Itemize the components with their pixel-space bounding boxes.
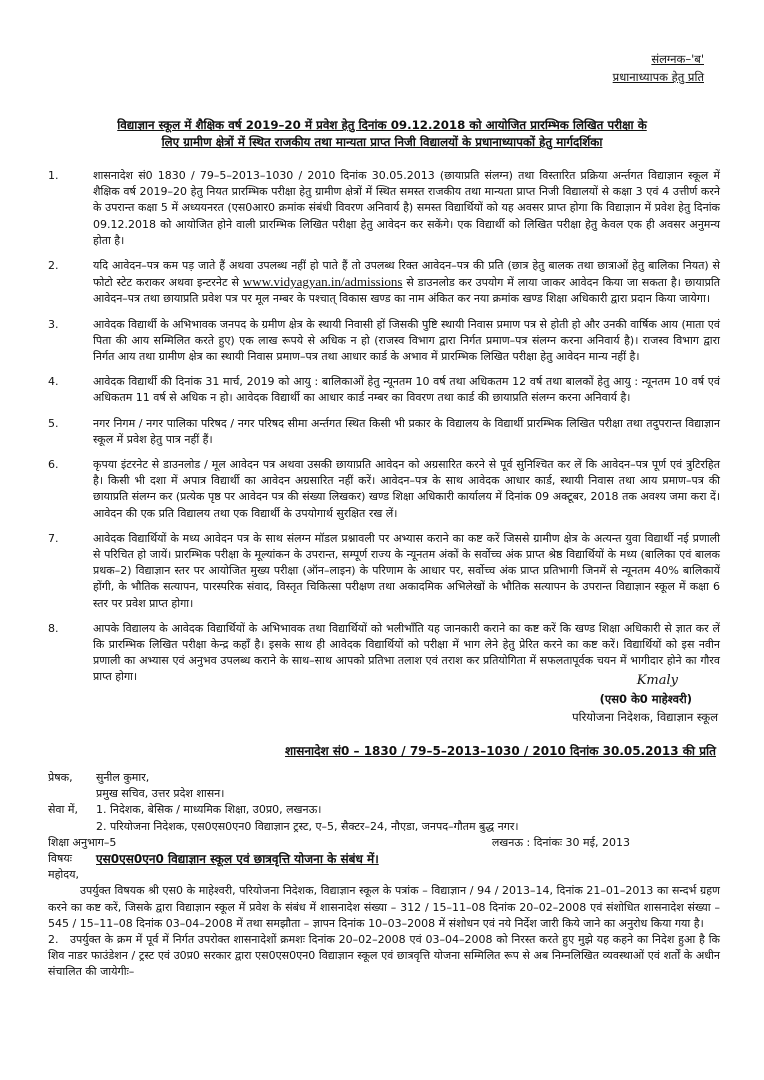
item-text: नगर निगम / नगर पालिका परिषद / नगर परिषद सीमा अर्न्तगत स्थित किसी भी प्रकार के विद्यालय के विद्यार्थी प्रारम्भिक लिखित परीक्षा तथा तदुपरान्त विद्याज्ञान स्कूल में प्रवेश हेतु पात्र नहीं हैं। (93, 416, 720, 446)
subject-text: एस0एस0एन0 विद्याज्ञान स्कूल एवं छात्रवृत्ति योजना के संबंध में। (96, 852, 379, 867)
letter-paragraph-1: उपर्युक्त विषयक श्री एस0 के माहेश्वरी, परियोजना निदेशक, विद्याज्ञान स्कूल के पत्रांक – विद्याज्ञान / 94 / 2013–14, दिनांक 21–01–2013 का सन्दर्भ ग्रहण करने का कष्ट करें, जिसके द्वारा विद्याज्ञान स्कूल में प्रवेश के संबंध में शासनादेश संख्या – 312 / 15–11–08 दिनांक 20–02–2008 एवं संशोधित शासनादेश संख्या – 545 / 15–11–08 दिनांक 03–04–2008 में तथा समझौता – ज्ञापन दिनांक 10–03–2008 में संशोधन एवं नये निर्देश जारी किये जाने का अनुरोध किया गया है। (48, 884, 720, 930)
admissions-link[interactable]: www.vidyagyan.in/admissions (242, 274, 403, 290)
item-text (93, 258, 720, 308)
recipient-2: 2. परियोजना निदेशक, एस0एस0एन0 विद्याज्ञान ट्रस्ट, ए–5, सैक्टर–24, नौएडा, जनपद–गौतम बुद्ध नगर। (96, 819, 519, 833)
copy-for-label: प्रधानाध्यापक हेतु प्रति (612, 70, 704, 84)
item-number: 6. (48, 458, 59, 472)
paragraph-number: 2. (48, 933, 59, 947)
item-number: 2. (48, 259, 59, 273)
item-text-part: से डाउनलोड कर उपयोग में लाया जाकर आवेदन किया जा सकता है। छायाप्रति आवेदन–पत्र तथा छायाप्रति प्रवेश पत्र पर मूल नम्बर के पश्चात् विकास खण्ड का नाम अंकित कर नया क्रमांक खण्ड शिक्षा अधिकारी द्वारा प्रदान किया जायेगा। (93, 276, 720, 306)
handwritten-signature: Kmaly (636, 673, 678, 688)
item-text: शासनादेश सं0 1830 / 79–5–2013–1030 / 2010 दिनांक 30.05.2013 (छायाप्रति संलग्न) तथा विस्तारित प्रक्रिया अर्न्तगत विद्याज्ञान स्कूल में शैक्षिक वर्ष 2019–20 हेतु नियत प्रारम्भिक परीक्षा हेतु ग्रामीण क्षेत्रों में स्थित समस्त राजकीय तथा मान्यता प्राप्त निजी विद्यालयों से कक्षा 3 एवं 4 उत्तीर्ण करने के उपरान्त कक्षा 5 में अध्ययनरत (एस0आर0 क्रमांक संबंधी विवरण अनिवार्य है) समस्त विद्यार्थियों को यह अवसर प्राप्त होगा कि विद्याज्ञान में प्रवेश हेतु दिनांक 09.12.2018 को आयोजित होने वाली प्रारम्भिक लिखित परीक्षा हेतु आवेदन कर सकेंगे। एक विद्यार्थी को लिखित परीक्षा हेतु केवल एक ही अवसर अनुमन्य होता है। (93, 169, 720, 247)
item-number: 3. (48, 317, 59, 331)
place-date: लखनऊ : दिनांकः 30 मई, 2013 (491, 835, 630, 849)
guideline-item (48, 168, 720, 249)
subject-label: विषयः (48, 852, 72, 866)
guideline-item (48, 258, 720, 308)
subject-row (48, 851, 720, 867)
section-name: शिक्षा अनुभाग–5 (48, 835, 117, 849)
guideline-item (48, 374, 720, 406)
sender-label: प्रेषक, (48, 771, 73, 784)
signature-block (572, 672, 718, 726)
government-order-letter (48, 770, 720, 981)
title-line-2: लिए ग्रामीण क्षेत्रों में स्थित राजकीय तथा मान्यता प्राप्त निजी विद्यालयों के प्रधानाध्यापकों हेतु मार्गदर्शिका (161, 135, 603, 149)
guideline-item (48, 457, 720, 522)
guideline-item (48, 531, 720, 612)
section-date-row (48, 835, 720, 851)
salutation: महोदय, (48, 868, 79, 882)
item-number: 1. (48, 169, 59, 182)
government-order-reference: शासनादेश सं0 – 1830 / 79–5–2013–1030 / 2010 दिनांक 30.05.2013 की प्रति (285, 744, 716, 758)
signatory-name: (एस0 के0 माहेश्वरी) (599, 692, 692, 706)
guideline-list (48, 168, 720, 695)
item-text: आवेदक विद्यार्थी के अभिभावक जनपद के ग्रमीण क्षेत्र के स्थायी निवासी हों जिसकी पुष्टि स्थायी निवास प्रमाण पत्र से होती हो और उनकी वार्षिक आय (माता एवं पिता की आय सम्मिलित करते हुए) एक लाख रूपये से अधिक न हो (राजस्व विभाग द्वारा निर्गत प्रमाण–पत्र संलग्न करना अनिवार्य है)। राजस्व विभाग द्वारा निर्गत आय तथा ग्रामीण क्षेत्र का स्थायी निवास प्रमाण–पत्र तथा आधार कार्ड के अभाव में प्रारम्भिक लिखित परीक्षा हेतु आवेदन मान्य नहीं है। (93, 317, 720, 364)
sender-name: सुनील कुमार, (96, 771, 150, 784)
item-number: 7. (48, 531, 59, 545)
item-number: 4. (48, 375, 59, 389)
recipient-1: 1. निदेशक, बेसिक / माध्यमिक शिक्षा, उ0प्र0, लखनऊ। (96, 803, 322, 817)
item-number: 8. (48, 621, 59, 635)
guideline-item (48, 317, 720, 366)
item-text: आवेदक विद्यार्थी की दिनांक 31 मार्च, 2019 को आयु : बालिकाओं हेतु न्यूनतम 10 वर्ष तथा अधिकतम 12 वर्ष तथा बालकों हेतु आयु : न्यूनतम 10 वर्ष एवं अधिकतम 11 वर्ष से अधिक न हो। आवेदक विद्यार्थी का आधार कार्ड नम्बर का विवरण तथा कार्ड की छायाप्रति संलग्न करना अनिवार्य है। (93, 375, 720, 405)
recipient-row (48, 802, 720, 818)
item-text: आवेदक विद्यार्थियों के मध्य आवेदन पत्र के साथ संलग्न मॉडल प्रश्नावली पर अभ्यास कराने का कष्ट करें जिससे ग्रामीण क्षेत्र के अत्यन्त युवा विद्यार्थी नई प्रणाली से परिचित हो जायें। प्रारम्भिक परीक्षा के मूल्यांकन के उपरान्त, सम्पूर्ण राज्य के न्यूनतम अंकों के सर्वोच्च अंक प्राप्त श्रेष्ठ विद्यार्थियों के मध्य (बालिका एवं बालक प्रथक–2) विद्याज्ञान स्तर पर आयोजित मुख्य परीक्षा (ऑन–लाइन) के परिणाम के आधार पर, सर्वोच्च अंक प्राप्त प्रतिभागी जिनमें से न्यूनतम 40% बालिकायें होंगी, के भौतिक सत्यापन, पारस्परिक संवाद, विस्तृत चिकित्सा परीक्षण तथा अकादमिक अभिलेखों के भौतिक सत्यापन के उपरान्त विद्याज्ञान स्कूल में कक्षा 6 स्तर पर प्रवेश प्राप्त होगा। (93, 531, 720, 610)
annexure-header (613, 50, 704, 86)
annexure-label: संलग्नक–'ब' (651, 52, 704, 66)
sender-row (48, 770, 720, 786)
guideline-item (48, 416, 720, 448)
item-text: आपके विद्यालय के आवेदक विद्यार्थियों के अभिभावक तथा विद्यार्थियों को भलीभाँति यह जानकारी कराने का कष्ट करें कि खण्ड शिक्षा अधिकारी से ज्ञात कर लें कि प्रारम्भिक लिखित परीक्षा केन्द्र कहाँ है। इसके साथ ही आवेदक विद्यार्थियों को परीक्षा में भाग लेने हेतु प्रेरित करने का कष्ट करें। विद्यार्थियों को इस नवीन प्रणाली का अभ्यास एवं अनुभव उपलब्ध कराने के साथ–साथ आपको प्रतिभा तलाश एवं तराश कर प्रतियोगिता में सफलतापूर्वक चयन में भागीदार होने का गौरव प्राप्त होगा। (93, 621, 720, 684)
document-title (50, 117, 714, 151)
item-number: 5. (48, 416, 59, 430)
paragraph-text: उपर्युक्त के क्रम में पूर्व में निर्गत उपरोक्त शासनादेशों क्रमशः दिनांक 20–02–2008 एवं 03–04–2008 को निरस्त करते हुए मुझे यह कहने का निदेश हुआ है कि शिव नाडर फाउंडेशन / ट्रस्ट एवं उ0प्र0 सरकार द्वारा एस0एस0एन0 विद्याज्ञान स्कूल एवं छात्रवृत्ति योजना सम्मिलित रूप से अब निम्नलिखित व्यवस्थाओं एवं शर्तों के अधीन संचालित की जायेगीः– (48, 933, 720, 979)
item-text: कृपया इंटरनेट से डाउनलोड / मूल आवेदन पत्र अथवा उसकी छायाप्रति आवेदन को अग्रसारित करने से पूर्व सुनिश्चित कर लें कि आवेदन–पत्र पूर्ण एवं त्रुटिरहित है। किसी भी दशा में अपात्र विद्यार्थी का आवेदन अग्रसारित नहीं करें। आवेदन–पत्र के साथ आवेदक आधार कार्ड, स्थायी निवास तथा आय प्रमाण–पत्र की छायाप्रति संलग्न कर (प्रत्येक पृष्ठ पर आवेदन पत्र की संख्या लिखकर) खण्ड शिक्षा अधिकारी कार्यालय में दिनांक 09 अक्टूबर, 2018 तक अवश्य जमा करा दें। आवेदन की एक प्रति विद्यालय तथा एक विद्यार्थी के उपयोगार्थ सुरक्षित रख लें। (93, 458, 720, 520)
letter-paragraph-2 (48, 932, 720, 981)
recipient-label: सेवा में, (48, 803, 78, 817)
title-line-1: विद्याज्ञान स्कूल में शैक्षिक वर्ष 2019–20 में प्रवेश हेतु दिनांक 09.12.2018 को आयोजित प्रारम्भिक लिखित परीक्षा के (117, 118, 647, 132)
sender-designation: प्रमुख सचिव, उत्तर प्रदेश शासन। (96, 787, 225, 801)
item-text-part: यदि आवेदन–पत्र कम पड़ जाते हैं अथवा उपलब्ध नहीं हो पाते हैं तो उपलब्ध रिक्त आवेदन–पत्र की प्रति (छात्र हेतु बालक तथा छात्राओं हेतु बालिका नियत) से फोटो स्टेट कराकर अथवा इन्टरनेट से (93, 259, 720, 290)
signatory-designation: परियोजना निदेशक, विद्याज्ञान स्कूल (572, 710, 718, 724)
